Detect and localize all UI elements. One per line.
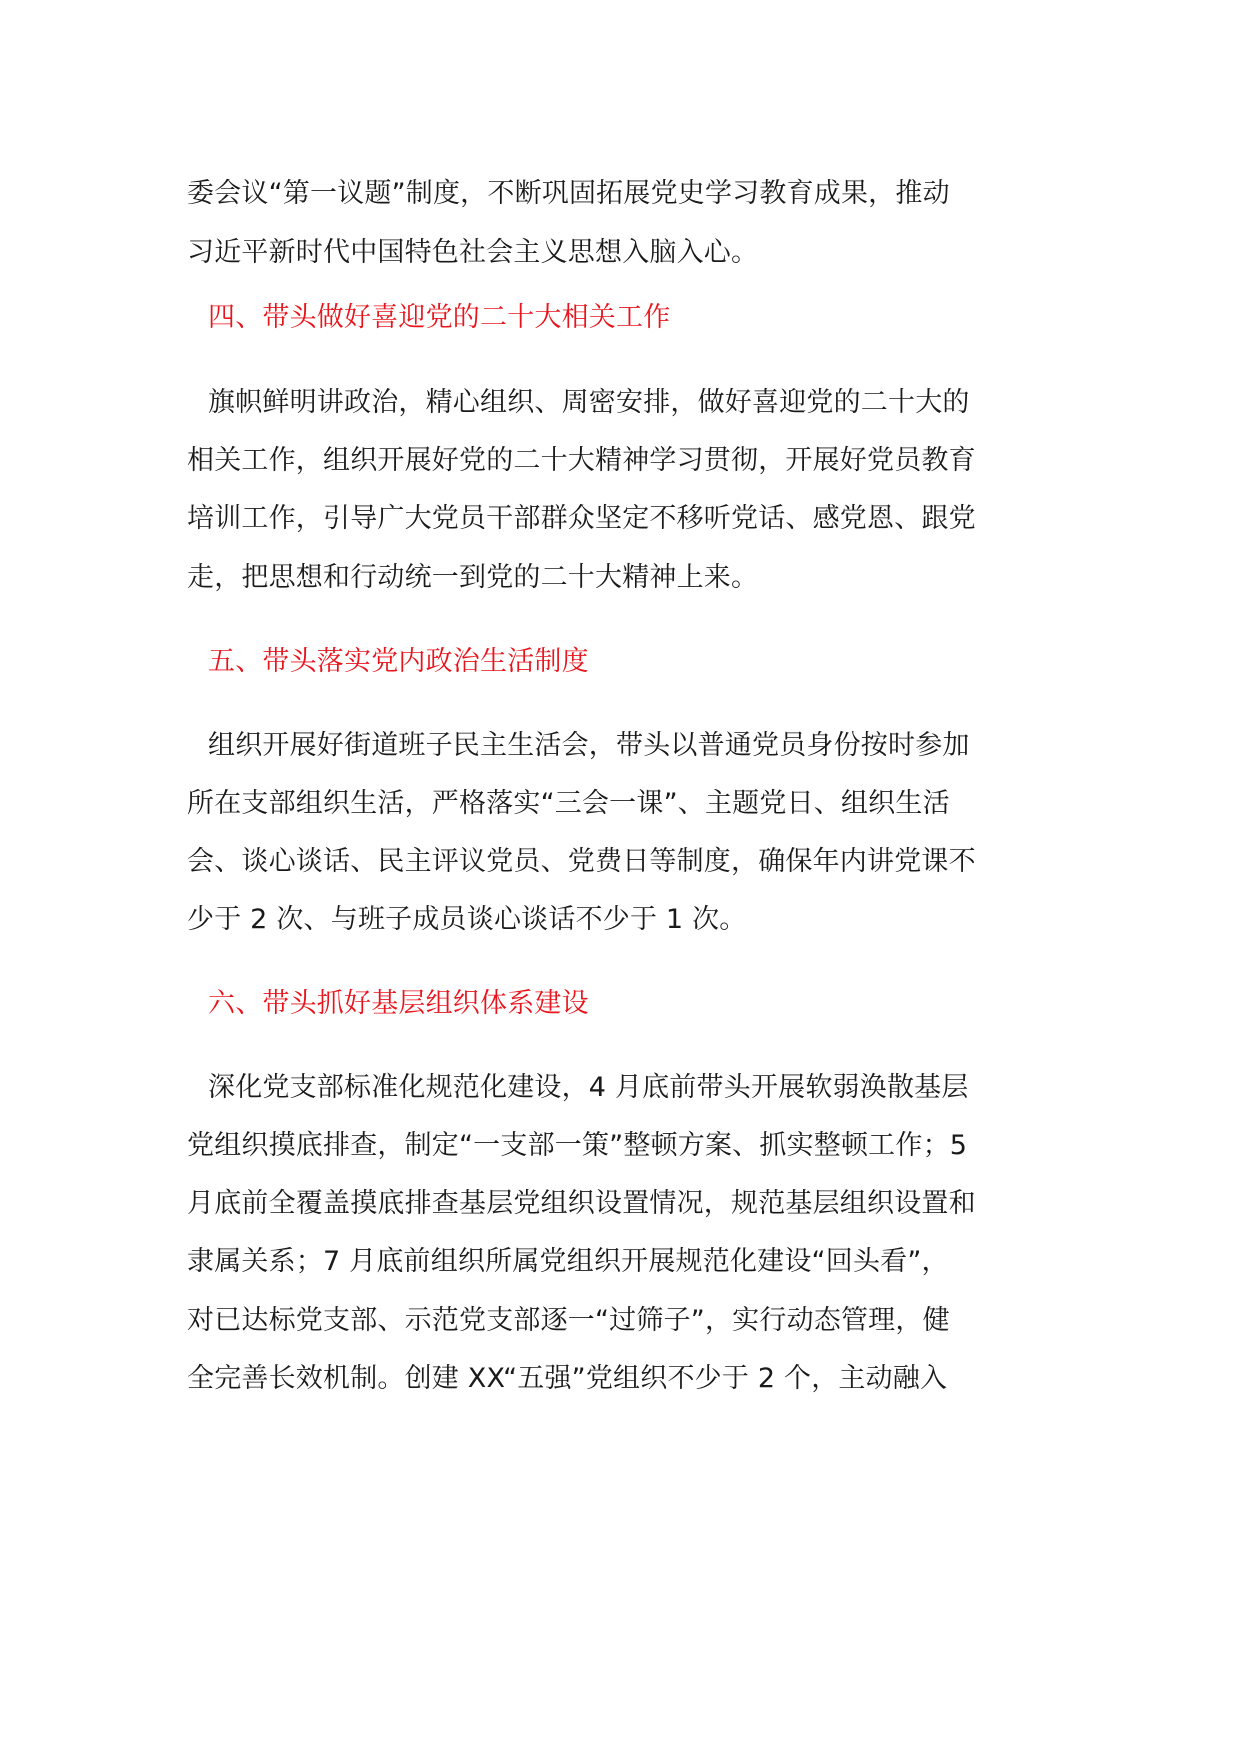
- paragraph-line: 相关工作，组织开展好党的二十大精神学习贯彻，开展好党员教育: [187, 445, 976, 476]
- paragraph-line: 旗帜鲜明讲政治，精心组织、周密安排，做好喜迎党的二十大的: [208, 387, 970, 418]
- paragraph-line: 隶属关系；7 月底前组织所属党组织开展规范化建设“回头看”，: [187, 1246, 949, 1277]
- section-heading-4: 四、带头做好喜迎党的二十大相关工作: [208, 302, 671, 333]
- paragraph-line: 所在支部组织生活，严格落实“三会一课”、主题党日、组织生活: [187, 788, 950, 819]
- paragraph-line: 委会议“第一议题”制度，不断巩固拓展党史学习教育成果，推动: [187, 178, 950, 209]
- paragraph-line: 月底前全覆盖摸底排查基层党组织设置情况，规范基层组织设置和: [187, 1188, 976, 1219]
- paragraph-line: 党组织摸底排查，制定“一支部一策”整顿方案、抓实整顿工作；5: [187, 1130, 968, 1161]
- paragraph-line: 对已达标党支部、示范党支部逐一“过筛子”，实行动态管理，健: [187, 1305, 950, 1336]
- paragraph-line: 少于 2 次、与班子成员谈心谈话不少于 1 次。: [187, 904, 747, 935]
- section-heading-6: 六、带头抓好基层组织体系建设: [208, 988, 589, 1019]
- paragraph-line: 走，把思想和行动统一到党的二十大精神上来。: [187, 562, 759, 593]
- paragraph-line: 会、谈心谈话、民主评议党员、党费日等制度，确保年内讲党课不: [187, 846, 976, 877]
- paragraph-line: 组织开展好街道班子民主生活会，带头以普通党员身份按时参加: [208, 730, 970, 761]
- paragraph-line: 深化党支部标准化规范化建设，4 月底前带头开展软弱涣散基层: [208, 1072, 969, 1103]
- paragraph-line: 培训工作，引导广大党员干部群众坚定不移听党话、感党恩、跟党: [187, 503, 976, 534]
- paragraph-line: 全完善长效机制。创建 XX“五强”党组织不少于 2 个，主动融入: [187, 1363, 948, 1394]
- paragraph-line: 习近平新时代中国特色社会主义思想入脑入心。: [187, 237, 759, 268]
- section-heading-5: 五、带头落实党内政治生活制度: [208, 646, 589, 677]
